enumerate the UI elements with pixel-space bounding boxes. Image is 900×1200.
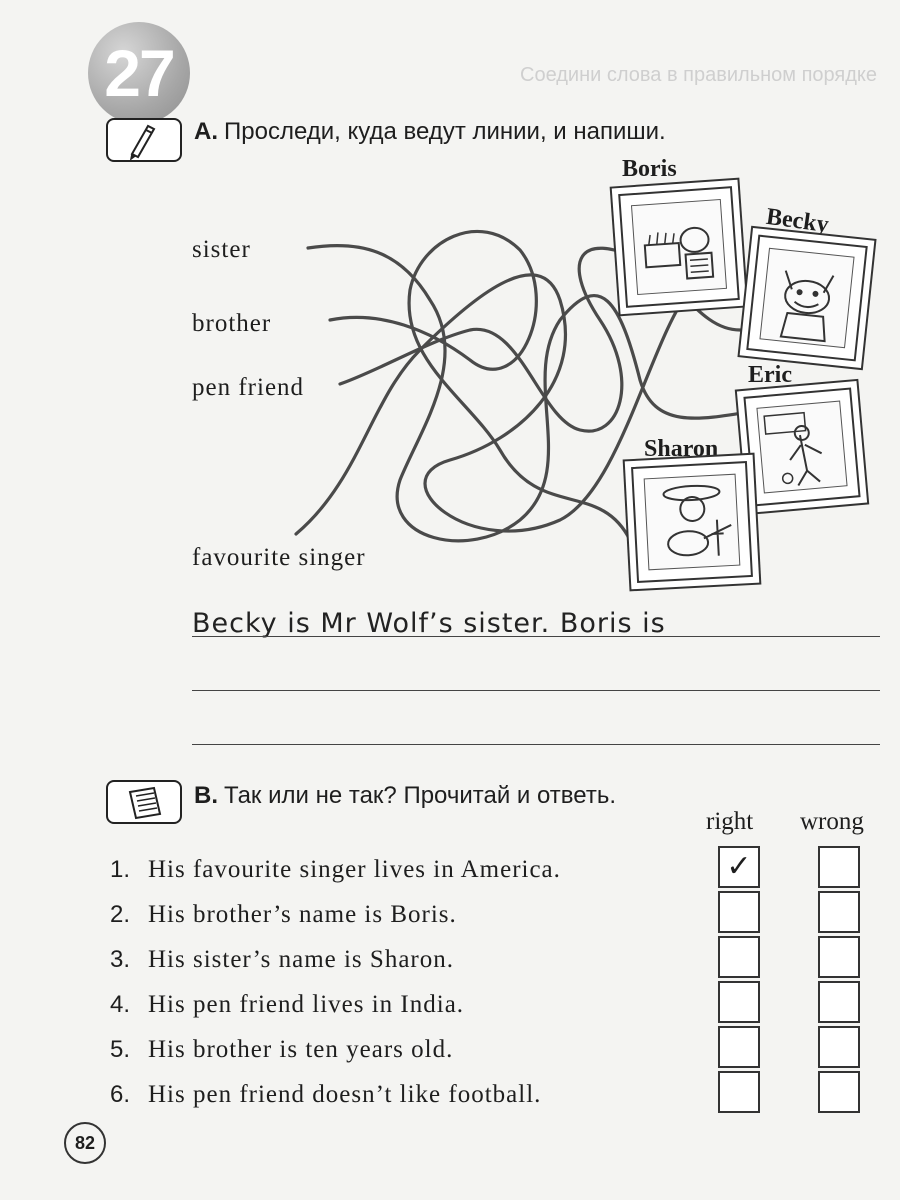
question-text: His brother is ten years old. <box>148 1036 454 1063</box>
name-sharon: Sharon <box>644 436 719 462</box>
word-brother: brother <box>192 310 272 337</box>
task-a-text: Проследи, куда ведут линии, и напиши. <box>224 118 666 145</box>
question-4 <box>90 991 870 1031</box>
question-number: 2. <box>109 901 130 928</box>
photo-eric <box>743 388 860 507</box>
answer-line-3[interactable] <box>192 744 880 745</box>
question-number: 6. <box>109 1081 130 1108</box>
page-number <box>64 1122 106 1164</box>
question-1 <box>90 849 870 896</box>
right-checkbox[interactable] <box>718 981 760 1023</box>
question-5 <box>90 1036 870 1076</box>
task-b-instruction <box>194 782 616 810</box>
photo-becky <box>746 235 868 362</box>
question-text: His favourite singer lives in America. <box>148 856 561 883</box>
bleed-through-text: Соедини слова в правильном порядке <box>520 64 878 86</box>
wrong-checkbox[interactable] <box>818 891 860 933</box>
question-text: His pen friend doesn’t like football. <box>148 1081 542 1108</box>
photo-boris <box>618 186 740 308</box>
right-checkbox[interactable] <box>718 1071 760 1113</box>
word-pen-friend: pen friend <box>192 374 305 401</box>
right-checkbox[interactable] <box>718 846 760 888</box>
answer-line-2[interactable] <box>192 690 880 691</box>
boris-picture <box>631 199 727 295</box>
lesson-number: 27 <box>104 36 174 110</box>
photo-sharon <box>631 461 753 583</box>
right-checkbox[interactable] <box>718 891 760 933</box>
example-answer: Becky is Mr Wolf’s sister. Boris is <box>192 608 666 639</box>
page-number-text: 82 <box>74 1132 96 1153</box>
check-mark-icon: ✓ <box>726 849 752 884</box>
right-checkbox[interactable] <box>718 936 760 978</box>
maze-line-singer <box>296 275 690 534</box>
question-text: His brother’s name is Boris. <box>148 901 457 928</box>
name-eric: Eric <box>748 362 792 388</box>
question-number: 5. <box>109 1036 130 1063</box>
wrong-checkbox[interactable] <box>818 1026 860 1068</box>
wrong-checkbox[interactable] <box>818 981 860 1023</box>
word-favourite-singer: favourite singer <box>192 544 366 571</box>
answer-line-1 <box>192 636 880 637</box>
question-number: 1. <box>109 856 130 883</box>
task-a-letter: A. <box>194 118 218 145</box>
word-sister: sister <box>192 236 251 263</box>
question-number: 4. <box>109 991 130 1018</box>
wrong-checkbox[interactable] <box>818 846 860 888</box>
question-number: 3. <box>109 946 130 973</box>
name-boris: Boris <box>622 156 677 182</box>
becky-picture <box>759 248 854 348</box>
wrong-checkbox[interactable] <box>818 936 860 978</box>
column-wrong-header: wrong <box>800 808 864 835</box>
eric-picture <box>756 401 847 494</box>
task-b-letter: B. <box>194 782 218 809</box>
question-6 <box>90 1081 870 1121</box>
reading-icon <box>106 780 182 824</box>
question-text: His pen friend lives in India. <box>148 991 465 1018</box>
task-b-text: Так или не так? Прочитай и ответь. <box>224 782 616 809</box>
question-3 <box>90 946 870 986</box>
name-becky: Becky <box>764 203 831 239</box>
column-right-header: right <box>706 808 754 835</box>
right-checkbox[interactable] <box>718 1026 760 1068</box>
sharon-picture <box>644 474 741 571</box>
question-2 <box>90 901 870 941</box>
wrong-checkbox[interactable] <box>818 1071 860 1113</box>
question-text: His sister’s name is Sharon. <box>148 946 454 973</box>
